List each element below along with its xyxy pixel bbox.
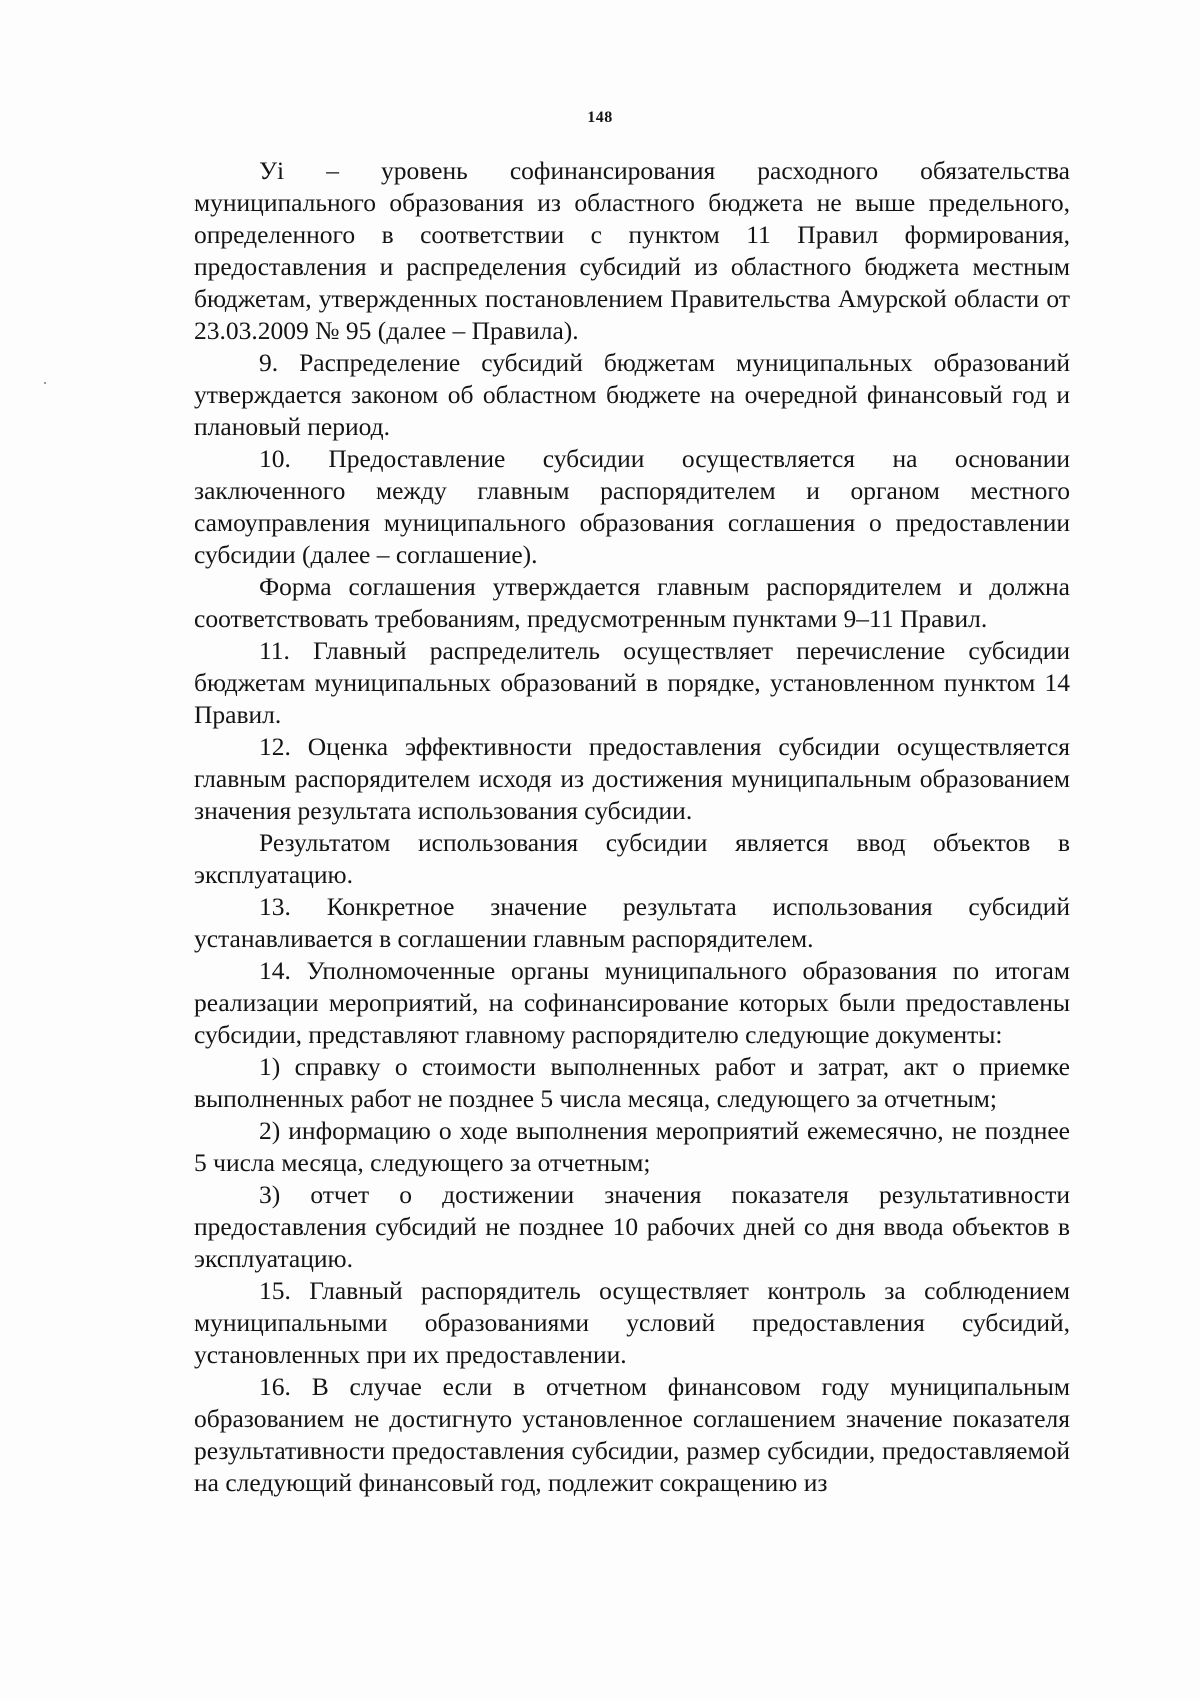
paragraph-14: 14. Уполномоченные органы муниципального образования по итогам реализации мероприятий, на софинансирование которых были предоставлены субсидии, представляют главному распорядителю следующие документы: bbox=[194, 956, 1070, 1049]
paragraph-yi-definition: Уi – уровень софинансирования расходного обязательства муниципального образования из областного бюджета не выше предельного, определенного в соответствии с пунктом 11 Правил формирования, предоставления и распределения субсидий из областного бюджета местным бюджетам, утвержденных постановлением Правительства Амурской области от 23.03.2009 № 95 (далее – Правила). bbox=[194, 156, 1070, 345]
paragraph-agreement-form: Форма соглашения утверждается главным распорядителем и должна соответствовать требованиям, предусмотренным пунктами 9–11 Правил. bbox=[194, 572, 1070, 633]
paragraph-12: 12. Оценка эффективности предоставления субсидии осуществляется главным распорядителем исходя из достижения муниципальным образованием значения результата использования субсидии. bbox=[194, 732, 1070, 825]
list-item-3: 3) отчет о достижении значения показателя результативности предоставления субсидий не позднее 10 рабочих дней со дня ввода объектов в эксплуатацию. bbox=[194, 1180, 1070, 1273]
paragraph-result: Результатом использования субсидии является ввод объектов в эксплуатацию. bbox=[194, 828, 1070, 889]
paragraph-15: 15. Главный распорядитель осуществляет контроль за соблюдением муниципальными образованиями условий предоставления субсидий, установленных при их предоставлении. bbox=[194, 1276, 1070, 1369]
paragraph-11: 11. Главный распределитель осуществляет перечисление субсидии бюджетам муниципальных образований в порядке, установленном пунктом 14 Правил. bbox=[194, 636, 1070, 729]
list-item-2: 2) информацию о ходе выполнения мероприятий ежемесячно, не позднее 5 числа месяца, следующего за отчетным; bbox=[194, 1116, 1070, 1177]
page-number: 148 bbox=[587, 109, 613, 126]
document-body bbox=[194, 155, 1070, 1499]
paragraph-9: 9. Распределение субсидий бюджетам муниципальных образований утверждается законом об областном бюджете на очередной финансовый год и плановый период. bbox=[194, 348, 1070, 441]
paragraph-16: 16. В случае если в отчетном финансовом году муниципальным образованием не достигнуто установленное соглашением значение показателя результативности предоставления субсидии, размер субсидии, предоставляемой на следующий финансовый год, подлежит сокращению из bbox=[194, 1372, 1070, 1497]
list-item-1: 1) справку о стоимости выполненных работ и затрат, акт о приемке выполненных работ не позднее 5 числа месяца, следующего за отчетным; bbox=[194, 1052, 1070, 1113]
paragraph-13: 13. Конкретное значение результата использования субсидий устанавливается в соглашении главным распорядителем. bbox=[194, 892, 1070, 953]
paragraph-10: 10. Предоставление субсидии осуществляется на основании заключенного между главным распорядителем и органом местного самоуправления муниципального образования соглашения о предоставлении субсидии (далее – соглашение). bbox=[194, 444, 1070, 569]
scan-artifact bbox=[44, 382, 46, 384]
